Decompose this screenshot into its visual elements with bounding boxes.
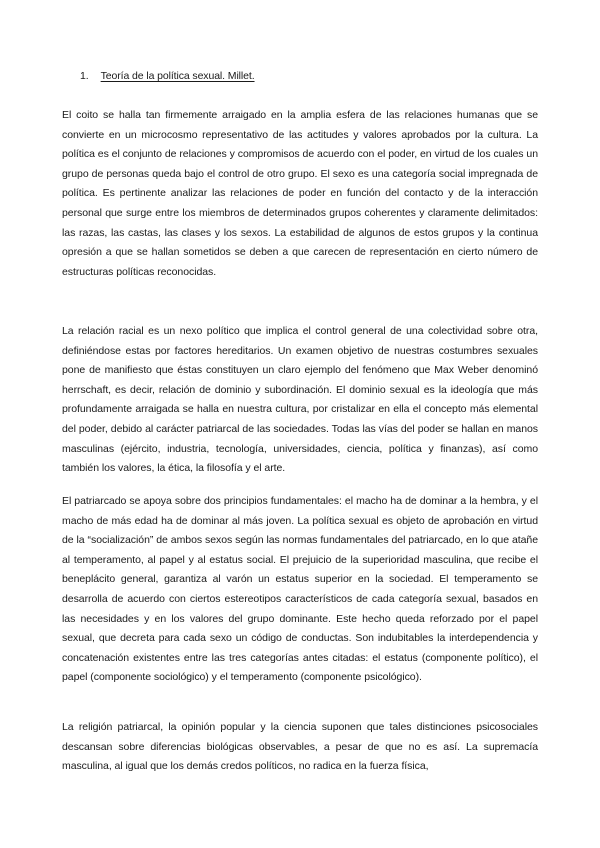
section-heading xyxy=(80,70,255,82)
paragraph-3: El patriarcado se apoya sobre dos principios fundamentales: el macho ha de dominar a la hembra, y el macho de más edad ha de dominar al más joven. La política sexual es objeto de aprobación en virtud de la “socialización” de ambos sexos según las normas fundamentales del patriarcado, en lo que atañe al temperamento, al papel y al estatus social. El prejuicio de la superioridad masculina, que recibe el beneplácito general, garantiza al varón un estatus superior en la sociedad. El temperamento se desarrolla de acuerdo con ciertos estereotipos característicos de cada categoría sexual, basados en las necesidades y en los valores del grupo dominante. Este hecho queda reforzado por el papel sexual, que decreta para cada sexo un código de conductas. Son indubitables la interdependencia y concatenación existentes entre las tres categorías antes citadas: el estatus (componente político), el papel (componente sociológico) y el temperamento (componente psicológico). xyxy=(62,495,538,684)
paragraph-1: El coito se halla tan firmemente arraigado en la amplia esfera de las relaciones humanas que se convierte en un microcosmo representativo de las actitudes y valores aprobados por la cultura. La política es el conjunto de relaciones y compromisos de acuerdo con el poder, en virtud de los cuales un grupo de personas queda bajo el control de otro grupo. El sexo es una categoría social impregnada de política. Es pertinente analizar las relaciones de poder en función del contacto y de la interacción personal que surge entre los miembros de determinados grupos coherentes y claramente delimitados: las razas, las castas, las clases y los sexos. La estabilidad de algunos de estos grupos y la continua opresión a que se hallan sometidos se deben a que carecen de representación en cierto número de estructuras políticas reconocidas. xyxy=(62,109,538,278)
heading-number: 1. xyxy=(80,70,89,82)
paragraph-2: La relación racial es un nexo político que implica el control general de una colectividad sobre otra, definiéndose estas por factores hereditarios. Un examen objetivo de nuestras costumbres sexuales pone de manifiesto que éstas constituyen un claro ejemplo del fenómeno que Max Weber denominó herrschaft, es decir, relación de dominio y subordinación. El dominio sexual es la ideología que más profundamente arraigada se halla en nuestra cultura, por cristalizar en ella el concepto más elemental del poder, debido al carácter patriarcal de las sociedades. Todas las vías del poder se hallan en manos masculinas (ejército, industria, tecnología, universidades, ciencia, política y finanzas), así como también los valores, la ética, la filosofía y el arte. xyxy=(62,325,538,475)
paragraph-4: La religión patriarcal, la opinión popular y la ciencia suponen que tales distinciones psicosociales descansan sobre diferencias biológicas observables, a pesar de que no es así. La supremacía masculina, al igual que los demás credos políticos, no radica en la fuerza física, xyxy=(62,721,538,773)
heading-title: Teoría de la política sexual. Millet. xyxy=(100,70,255,82)
